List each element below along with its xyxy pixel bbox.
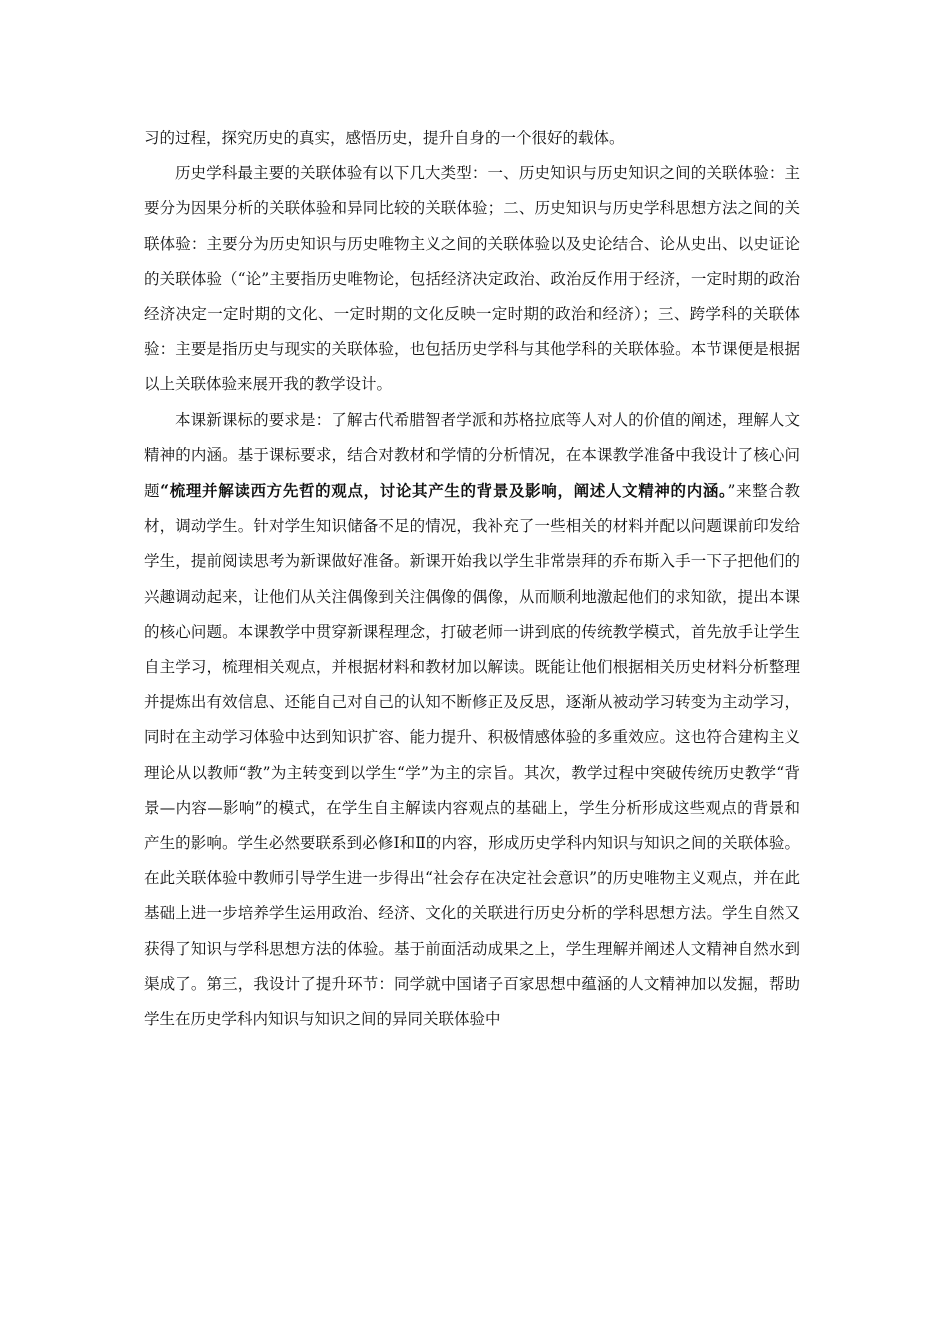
paragraph-3-text-before: 本课新课标的要求是：了解古代希腊智者学派和苏格拉底等人对人的价值的阐述，理解人文精神的内涵。基于课标要求，结合对教材和学情的分析情况，在本课教学准备中我设计了核心问题 [144,410,800,501]
paragraph-3-text-after: ”来整合教材，调动学生。针对学生知识储备不足的情况，我补充了一些相关的材料并配以问题课前印发给学生，提前阅读思考为新课做好准备。新课开始我以学生非常崇拜的乔布斯入手一下子把他们的兴趣调动起来，让他们从关注偶像到关注偶像的偶像，从而顺利地激起他们的求知欲，提出本课的核心问题。本课教学中贯穿新课程理念，打破老师一讲到底的传统教学模式，首先放手让学生自主学习，梳理相关观点，并根据材料和教材加以解读。既能让他们根据相关历史材料分析整理并提炼出有效信息、还能自己对自己的认知不断修正及反思，逐渐从被动学习转变为主动学习，同时在主动学习体验中达到知识扩容、能力提升、积极情感体验的多重效应。这也符合建构主义理论从以教师“教”为主转变到以学生“学”为主的宗旨。其次，教学过程中突破传统历史教学“背景—内容—影响”的模式，在学生自主解读内容观点的基础上，学生分析形成这些观点的背景和产生的影响。学生必然要联系到必修Ⅰ和Ⅱ的内容，形成历史学科内知识与知识之间的关联体验。在此关联体验中教师引导学生进一步得出“社会存在决定社会意识”的历史唯物主义观点，并在此基础上进一步培养学生运用政治、经济、文化的关联进行历史分析的学科思想方法。学生自然又获得了知识与学科思想方法的体验。基于前面活动成果之上，学生理解并阐述人文精神自然水到渠成了。第三，我设计了提升环节：同学就中国诸子百家思想中蕴涵的人文精神加以发掘，帮助学生在历史学科内知识与知识之间的异同关联体验中 [144,482,800,1029]
core-question-bold: “梳理并解读西方先哲的观点，讨论其产生的背景及影响，阐述人文精神的内涵。 [160,481,728,501]
paragraph-3 [144,403,800,1038]
document-page [144,121,800,1037]
paragraph-1: 习的过程，探究历史的真实，感悟历史，提升自身的一个很好的载体。 [144,129,625,147]
paragraph-2: 历史学科最主要的关联体验有以下几大类型：一、历史知识与历史知识之间的关联体验：主要分为因果分析的关联体验和异同比较的关联体验；二、历史知识与历史学科思想方法之间的关联体验：主要分为历史知识与历史唯物主义之间的关联体验以及史论结合、论从史出、以史证论的关联体验（“论”主要指历史唯物论，包括经济决定政治、政治反作用于经济，一定时期的政治经济决定一定时期的文化、一定时期的文化反映一定时期的政治和经济）；三、跨学科的关联体验：主要是指历史与现实的关联体验，也包括历史学科与其他学科的关联体验。本节课便是根据以上关联体验来展开我的教学设计。 [144,164,800,394]
